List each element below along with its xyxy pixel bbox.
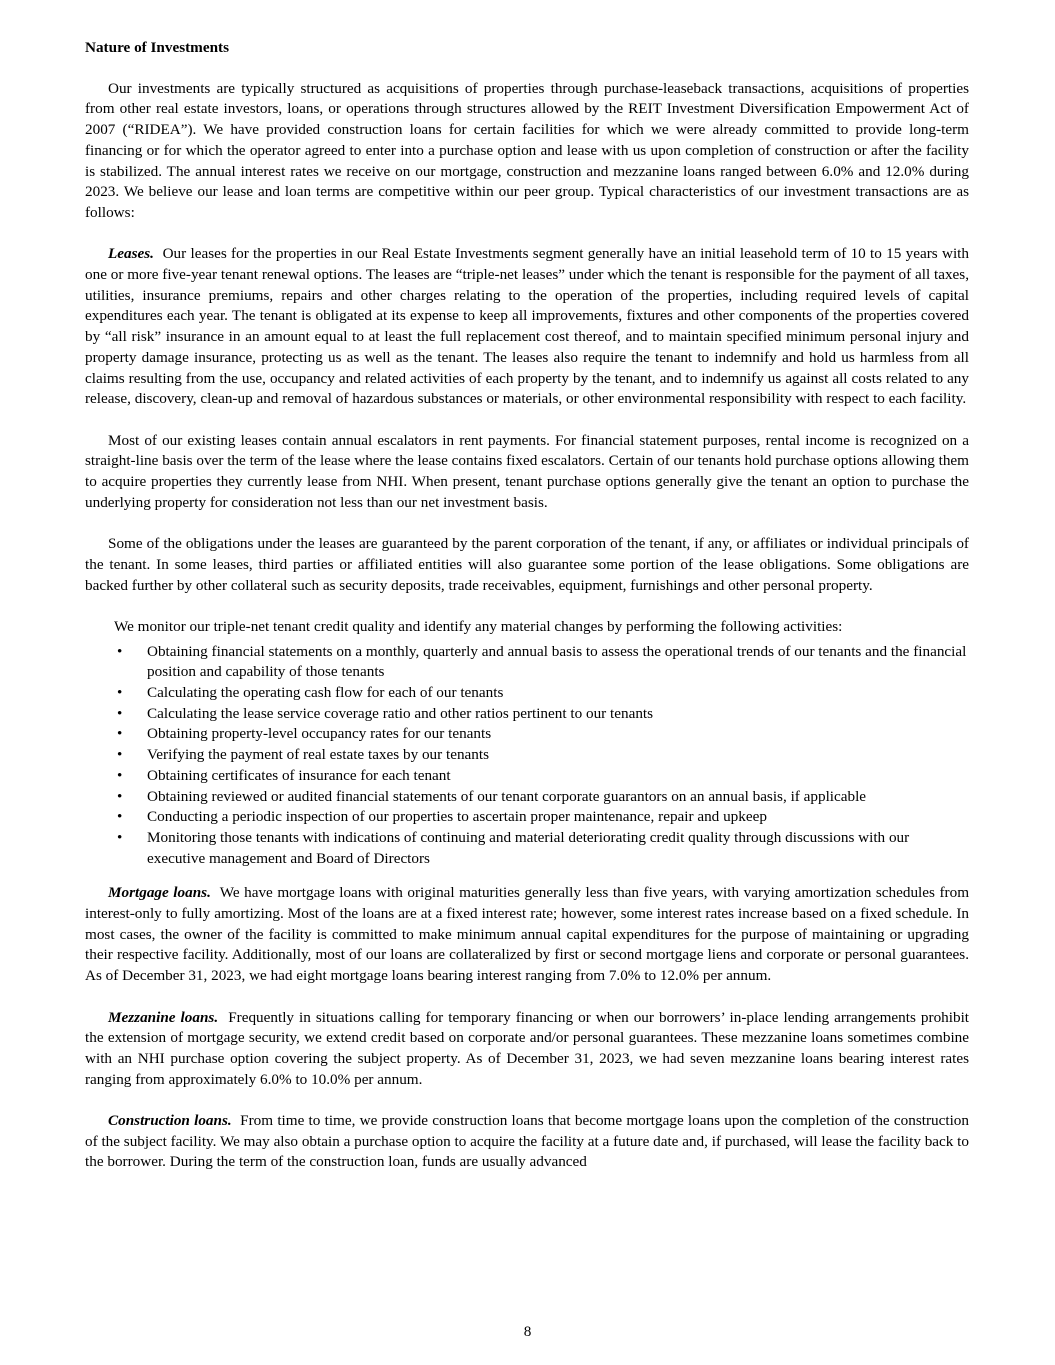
bullet-icon: • (117, 808, 123, 826)
mezzanine-text: Frequently in situations calling for temporary financing or when our borrowers’ in-place lending arrangements prohibit the extension of mortgage security, we extend credit based on corporate and/or personal guarantees. These mezzanine loans sometimes combine with an NHI purchase option covering the subject property. As of December 31, 2023, we had seven mezzanine loans bearing interest rates ranging from approximately 6.0% to 10.0% per annum. (85, 1008, 970, 1088)
list-item (85, 828, 969, 869)
list-item (85, 704, 969, 725)
intro-paragraph: Our investments are typically structured as acquisitions of properties through purchase-leaseback transactions, acquisitions of properties from other real estate investors, loans, or operations through structures allowed by the REIT Investment Diversification Empowerment Act of 2007 (“RIDEA”). We have provided construction loans for certain facilities for which we were already committed to provide long-term financing or for which the operator agreed to enter into a purchase option and lease with us upon completion of construction or after the facility is stabilized. The annual interest rates we receive on our mortgage, construction and mezzanine loans ranged between 6.0% and 12.0% during 2023. We believe our lease and loan terms are competitive within our peer group. Typical characteristics of our investment transactions are as follows: (85, 79, 969, 221)
monitor-paragraph: We monitor our triple-net tenant credit quality and identify any material changes by performing the following activities: (114, 617, 843, 635)
mortgage-paragraph (85, 883, 969, 987)
construction-lead: Construction loans. (108, 1112, 232, 1130)
list-item-text: Obtaining certificates of insurance for each tenant (147, 766, 451, 784)
list-item (85, 807, 969, 828)
bullet-icon: • (117, 746, 123, 764)
activities-list (85, 642, 969, 870)
list-item-text: Calculating the lease service coverage ratio and other ratios pertinent to our tenants (147, 704, 654, 722)
mortgage-lead: Mortgage loans. (108, 884, 211, 902)
guarantees-paragraph: Some of the obligations under the leases are guaranteed by the parent corporation of the tenant, if any, or affiliates or individual principals of the tenant. In some leases, third parties or affiliated entities will also guarantee some portion of the lease obligations. Some obligations are backed further by other collateral such as security deposits, trade receivables, equipment, furnishings and other personal property. (85, 535, 969, 594)
leases-paragraph (85, 244, 969, 410)
construction-paragraph (85, 1111, 969, 1173)
list-item-text: Obtaining reviewed or audited financial statements of our tenant corporate guarantors on an annual basis, if applicable (147, 787, 867, 805)
bullet-icon: • (117, 828, 123, 846)
mortgage-text: We have mortgage loans with original maturities generally less than five years, with varying amortization schedules from interest-only to fully amortizing. Most of the loans are at a fixed interest rate; however, some interest rates increase based on a fixed schedule. In most cases, the owner of the facility is committed to make minimum annual capital expenditures for the purpose of maintaining or upgrading their respective facility. Additionally, most of our loans are collateralized by first or second mortgage liens and corporate or personal guarantees. As of December 31, 2023, we had eight mortgage loans bearing interest ranging from 7.0% to 12.0% per annum. (85, 884, 970, 985)
document-page (85, 38, 969, 1194)
list-item (85, 724, 969, 745)
list-item (85, 745, 969, 766)
escalators-paragraph: Most of our existing leases contain annual escalators in rent payments. For financial statement purposes, rental income is recognized on a straight-line basis over the term of the lease where the lease contains fixed escalators. Certain of our tenants hold purchase options allowing them to acquire properties they currently lease from NHI. When present, tenant purchase options generally give the tenant an option to purchase the underlying property for consideration not less than our net investment basis. (85, 431, 969, 511)
page-number: 8 (523, 1323, 532, 1340)
mezzanine-paragraph (85, 1008, 969, 1091)
leases-lead: Leases. (108, 245, 154, 263)
list-item (85, 766, 969, 787)
bullet-icon: • (117, 787, 123, 805)
list-item-text: Monitoring those tenants with indications of continuing and material deteriorating credit quality through discussions with our executive management and Board of Directors (147, 828, 910, 867)
list-item (85, 683, 969, 704)
bullet-icon: • (117, 704, 123, 722)
list-item-text: Conducting a periodic inspection of our properties to ascertain proper maintenance, repair and upkeep (147, 808, 767, 826)
mezzanine-lead: Mezzanine loans. (108, 1008, 219, 1026)
list-item (85, 642, 969, 683)
bullet-icon: • (117, 642, 123, 660)
list-item-text: Obtaining financial statements on a monthly, quarterly and annual basis to assess the operational trends of our tenants and the financial position and capability of those tenants (147, 642, 967, 681)
bullet-icon: • (117, 684, 123, 702)
section-heading: Nature of Investments (85, 39, 229, 56)
leases-text: Our leases for the properties in our Real Estate Investments segment generally have an initial leasehold term of 10 to 15 years with one or more five-year tenant renewal options. The leases are “triple-net leases” under which the tenant is responsible for the payment of all taxes, utilities, insurance premiums, repairs and other charges relating to the operation of the properties, including required levels of capital expenditures each year. The tenant is obligated at its expense to keep all improvements, fixtures and other components of the properties covered by “all risk” insurance in an amount equal to at least the full replacement cost thereof, and to maintain specified minimum personal injury and property damage insurance, protecting us as well as the tenant. The leases also require the tenant to indemnify and hold us harmless from all claims resulting from the use, occupancy and related activities of each property by the tenant, and to indemnify us against all costs related to any release, discovery, clean-up and removal of hazardous substances or materials, or other environmental responsibility with respect to each facility. (85, 245, 969, 408)
bullet-icon: • (117, 725, 123, 743)
list-item-text: Verifying the payment of real estate taxes by our tenants (147, 746, 490, 764)
list-item (85, 787, 969, 808)
list-item-text: Calculating the operating cash flow for each of our tenants (147, 684, 504, 702)
bullet-icon: • (117, 766, 123, 784)
list-item-text: Obtaining property-level occupancy rates for our tenants (147, 725, 492, 743)
construction-text: From time to time, we provide construction loans that become mortgage loans upon the completion of the construction of the subject facility. We may also obtain a purchase option to acquire the facility at a future date and, if purchased, will lease the facility back to the borrower. During the term of the construction loan, funds are usually advanced (85, 1112, 969, 1171)
